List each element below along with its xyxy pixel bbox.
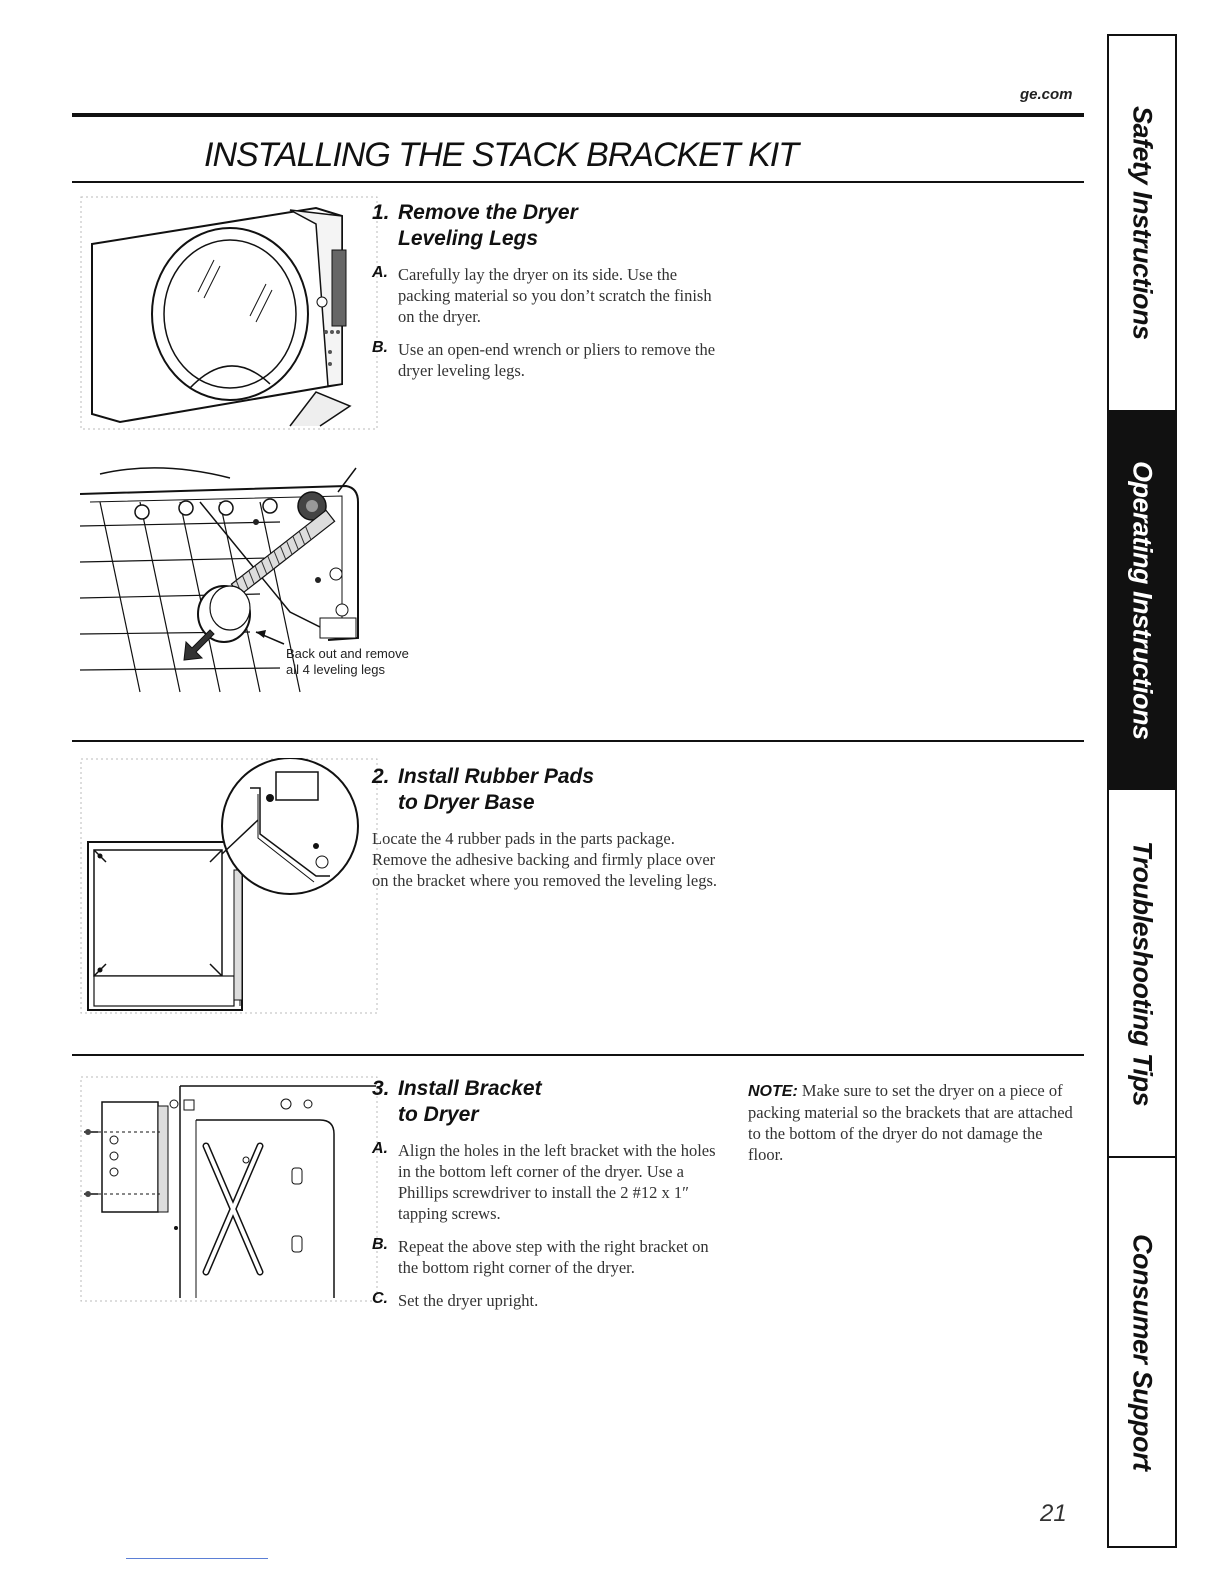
step-3-title-line1: Install Bracket [398, 1077, 542, 1100]
tab-troubleshooting-tips[interactable] [1109, 790, 1175, 1156]
step-3-heading [372, 1076, 732, 1128]
step-1-title-line1: Remove the Dryer [398, 201, 578, 224]
leveling-leg-removal-illustration [80, 462, 440, 706]
item-text: Use an open-end wrench or pliers to remove the dryer leveling legs. [398, 340, 716, 380]
tab-label: Consumer Support [1127, 1233, 1158, 1471]
page-number: 21 [1040, 1500, 1067, 1527]
bracket-install-illustration [80, 1076, 378, 1302]
item-letter: A. [372, 1140, 388, 1157]
dryer-on-side-illustration [80, 196, 378, 430]
callout-line-1: Back out and remove [286, 646, 409, 661]
step-1-item-a [372, 264, 732, 327]
item-text: Carefully lay the dryer on its side. Use the packing material so you don’t scratch the finish on the dryer. [398, 265, 712, 326]
step-2-title-line2: to Dryer Base [398, 791, 535, 814]
step-3-note [748, 1080, 1074, 1165]
page-title: INSTALLING THE STACK BRACKET KIT [204, 136, 798, 174]
item-text: Set the dryer upright. [398, 1291, 539, 1310]
step-2-number: 2. [372, 765, 390, 788]
step-3-item-b [372, 1236, 732, 1278]
item-text: Repeat the above step with the right bracket on the bottom right corner of the dryer. [398, 1237, 709, 1277]
step-2-heading [372, 764, 732, 816]
title-rule [72, 181, 1084, 183]
tab-label: Operating Instructions [1127, 460, 1158, 740]
header-rule [72, 113, 1084, 117]
step-3-title-line2: to Dryer [398, 1103, 479, 1126]
tab-label: Safety Instructions [1127, 106, 1158, 340]
section-tabs [1107, 34, 1177, 1548]
tab-safety-instructions[interactable] [1109, 36, 1175, 410]
tab-consumer-support[interactable] [1109, 1158, 1175, 1546]
callout-line-2: all 4 leveling legs [286, 662, 386, 677]
step-1 [372, 200, 732, 381]
step-3-number: 3. [372, 1077, 390, 1100]
step-3 [372, 1076, 732, 1311]
rubber-pads-illustration [80, 758, 378, 1014]
section-rule [72, 1054, 1084, 1056]
step-3-item-a [372, 1140, 732, 1224]
step-1-item-b [372, 339, 732, 381]
step-1-title-line2: Leveling Legs [398, 227, 539, 250]
note-text: Make sure to set the dryer on a piece of packing material so the brackets that are attached to the bottom of the dryer do not damage the floor. [748, 1081, 1073, 1164]
step-2-title-line1: Install Rubber Pads [398, 765, 595, 788]
item-text: Align the holes in the left bracket with the holes in the bottom left corner of the dryer. Use a Phillips screwdriver to install the 2 #12 x 1″ tapping screws. [398, 1141, 716, 1223]
item-letter: A. [372, 264, 388, 281]
tab-operating-instructions[interactable] [1109, 412, 1175, 788]
leveling-leg-callout [286, 646, 409, 678]
site-url: ge.com [1020, 86, 1073, 103]
step-2 [372, 764, 732, 891]
item-letter: B. [372, 1236, 388, 1253]
item-letter: C. [372, 1290, 388, 1307]
note-label: NOTE: [748, 1083, 798, 1100]
step-1-heading [372, 200, 732, 252]
section-rule [72, 740, 1084, 742]
step-2-text: Locate the 4 rubber pads in the parts package. Remove the adhesive backing and firmly place over on the bracket where you removed the leveling legs. [372, 829, 718, 890]
step-3-item-c [372, 1290, 732, 1311]
item-letter: B. [372, 339, 388, 356]
tab-label: Troubleshooting Tips [1127, 840, 1158, 1106]
footer-underline [126, 1558, 268, 1559]
step-1-number: 1. [372, 201, 390, 224]
